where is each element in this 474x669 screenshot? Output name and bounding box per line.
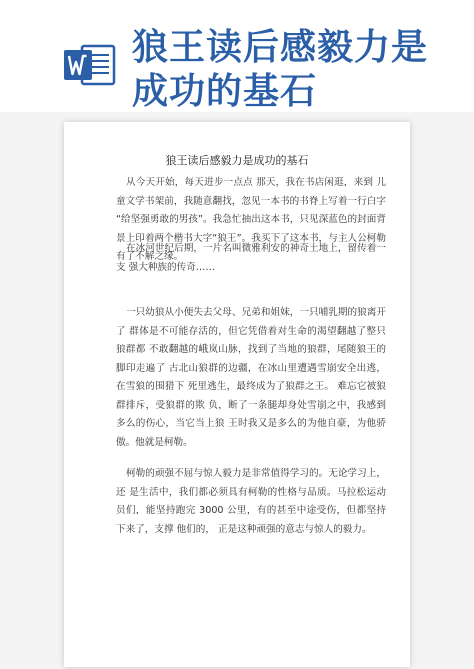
paragraph-1: 从今天开始，每天进步一点点 那天，我在书店闲逛，来到 儿童文学书架前，我随意翻找，忽见一本书的书脊上写着一行白字 “给坚强勇敢的男孩”。我急忙抽出这本书，只见深蓝色的封面背 景上印着两个楷书大字“狼王”。我买下了这本书，与主人公柯勒 有了不解之缘。 [116, 177, 386, 262]
paragraph-4: 柯勒的顽强不屈与惊人毅力是非常值得学习的。无论学习上， 还 是生活中，我们都必须具有柯勒的性格与品质。马拉松运动员们，能坚持跑完 3000 公里，有的甚至中途受伤，但都坚持下来了，支撑 他们的， 正是这种顽强的意志与惊人的毅力。 [116, 468, 386, 535]
paragraph-2: 在冰河世纪后期，一片名叫微雅利安的神奇土地上，留传着一支 强大种族的传奇…… [116, 243, 386, 273]
banner-title: 狼王读后感毅力是成功的基石 [132, 27, 429, 112]
document-page [64, 122, 410, 667]
paragraph-3: 一只幼狼从小便失去父母、兄弟和姐妹，一只哺乳期的狼离开了 群体是不可能存活的，但它凭借着对生命的渴望翻越了整只狼群都 不敢翻越的峨岚山脉，找到了当地的狼群，尾随狼王的脚印走遍了 古北山狼群的边疆，在冰山里遭遇雪崩安全出逃，在雪狼的围猎下 死里逃生，最终成为了狼群之王。 难忘它被狼群排斥，受狼群的欺 负，断了一条腿却身处雪崩之中，我感到多么的伤心，当它当上狼 王时我又是多么的为他自豪，为他骄傲。他就是柯勒。 [116, 307, 386, 448]
document-title: 狼王读后感毅力是成功的基石 [165, 154, 309, 167]
word-icon [64, 42, 116, 88]
banner [0, 0, 474, 112]
